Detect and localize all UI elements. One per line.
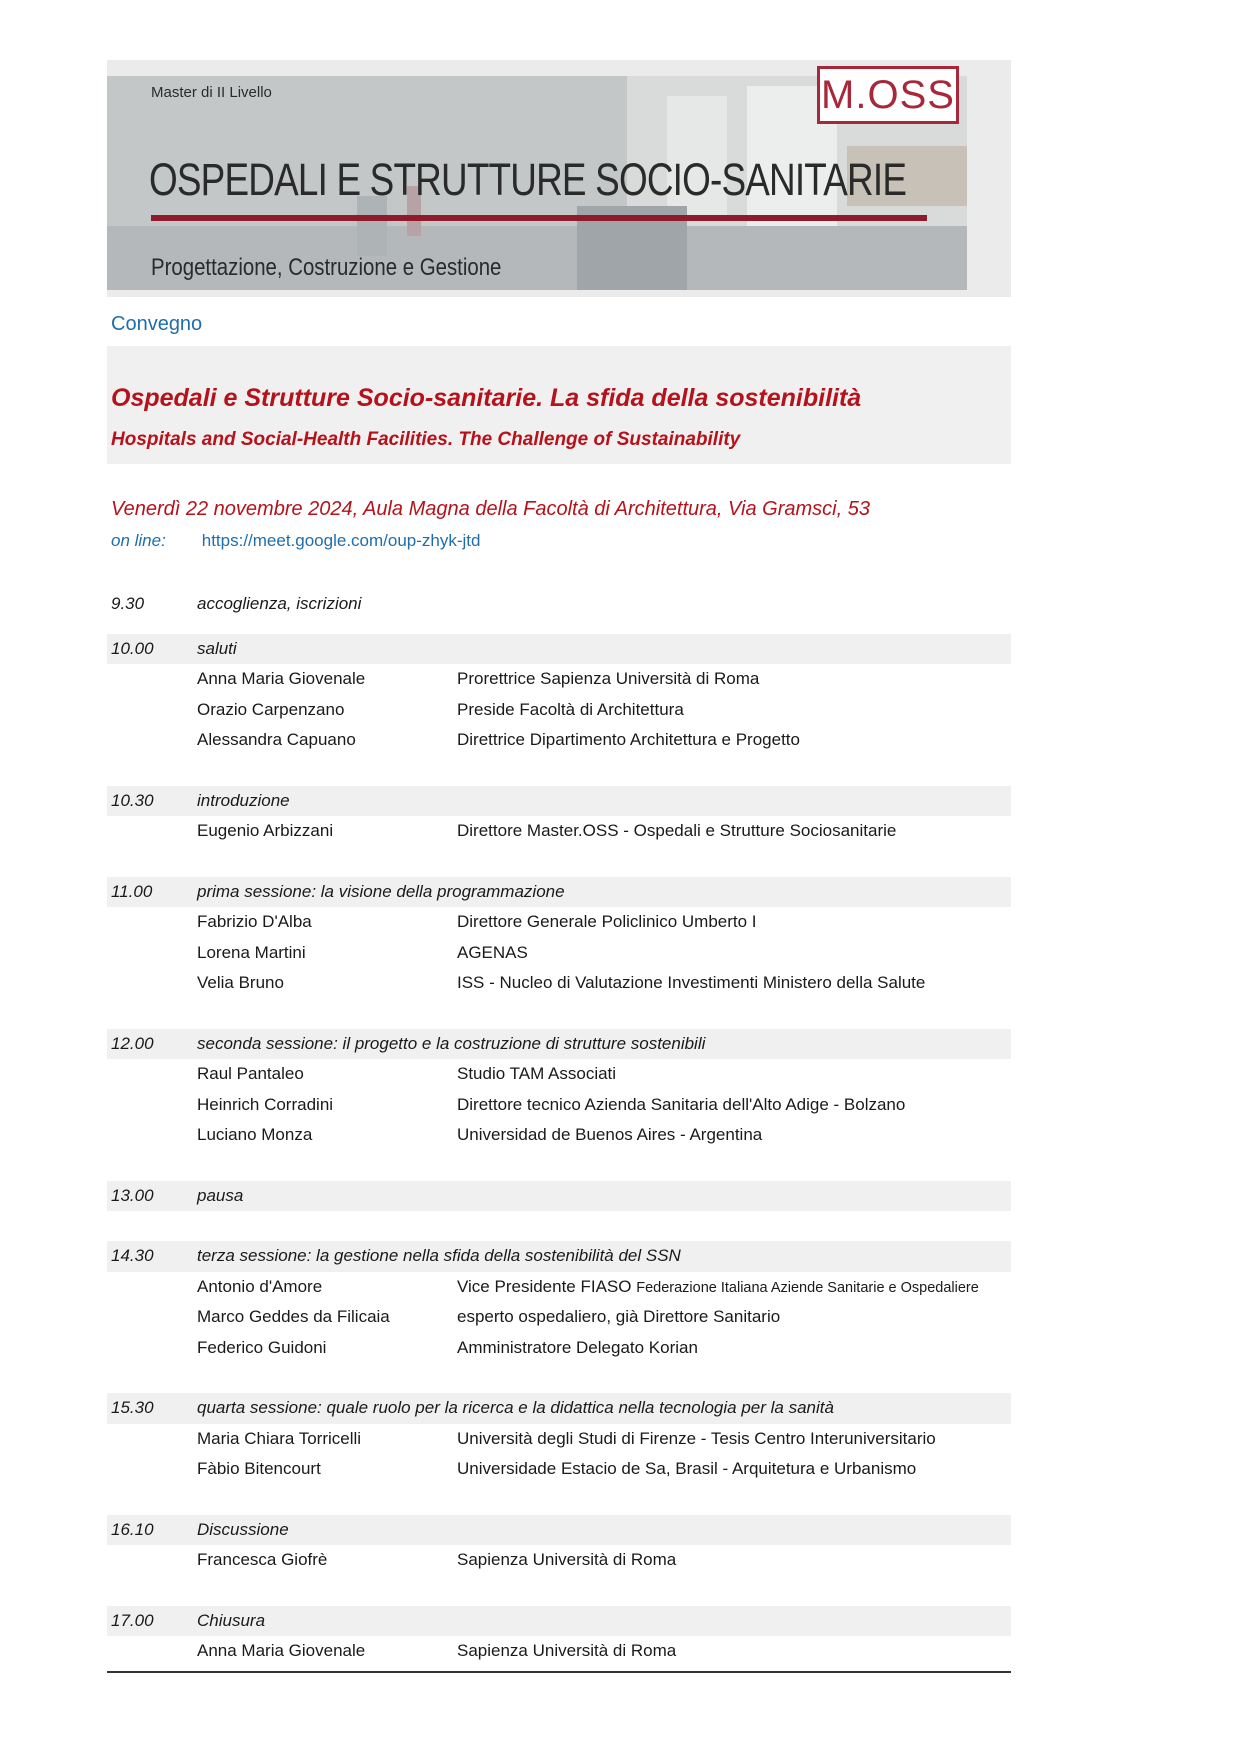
- agenda-time: 10.00: [111, 638, 154, 658]
- speaker-name: Federico Guidoni: [197, 1337, 327, 1357]
- event-title-italian: Ospedali e Strutture Socio-sanitarie. La sfida della sostenibilità: [111, 384, 862, 412]
- online-meeting-link[interactable]: https://meet.google.com/oup-zhyk-jtd: [201, 531, 481, 550]
- agenda-session: introduzione: [197, 790, 290, 810]
- speaker-affiliation: [457, 1095, 905, 1115]
- speaker-name: Orazio Carpenzano: [197, 699, 345, 719]
- speaker-role-detail: Federazione Italiana Aziende Sanitarie e Ospedaliere: [636, 1279, 979, 1296]
- agenda-session-header: [107, 1606, 1011, 1637]
- speaker-row: [107, 1424, 1011, 1455]
- speaker-affiliation: [457, 1429, 936, 1449]
- speaker-row: [107, 1120, 1011, 1151]
- speaker-name: Luciano Monza: [197, 1125, 313, 1144]
- event-title-english: Hospitals and Social-Health Facilities. The Challenge of Sustainability: [111, 429, 741, 450]
- bottom-rule: [107, 1671, 1011, 1673]
- speaker-role: ISS - Nucleo di Valutazione Investimenti Ministero della Salute: [457, 973, 926, 992]
- agenda-session-header: [107, 877, 1011, 908]
- speaker-affiliation: [457, 1277, 979, 1297]
- online-info: [107, 531, 1011, 551]
- speaker-row: [107, 968, 1011, 999]
- speaker-row: [107, 938, 1011, 969]
- online-label: on line:: [111, 531, 166, 550]
- speaker-affiliation: [457, 1125, 762, 1145]
- banner-subtitle: Progettazione, Costruzione e Gestione: [151, 254, 502, 281]
- event-venue: Venerdì 22 novembre 2024, Aula Magna della Facoltà di Architettura, Via Gramsci, 53: [111, 498, 870, 520]
- speaker-row: [107, 664, 1011, 695]
- speaker-role: Vice Presidente FIASO: [457, 1276, 632, 1296]
- speaker-role: Direttore tecnico Azienda Sanitaria dell'Alto Adige - Bolzano: [457, 1094, 906, 1114]
- agenda-time: 12.00: [111, 1033, 154, 1053]
- moss-logo: [817, 66, 959, 124]
- agenda-session: Discussione: [197, 1519, 289, 1539]
- agenda-welcome-row: [107, 589, 1011, 620]
- speaker-role: Sapienza Università di Roma: [457, 1641, 677, 1660]
- agenda-block: [107, 1241, 1011, 1363]
- agenda-session-header: [107, 634, 1011, 665]
- speaker-row: [107, 1454, 1011, 1485]
- speaker-role: Amministratore Delegato Korian: [457, 1337, 698, 1357]
- agenda-block: [107, 1181, 1011, 1212]
- speaker-row: [107, 1272, 1011, 1303]
- speaker-affiliation: [457, 1459, 916, 1479]
- speaker-affiliation: [457, 1641, 676, 1661]
- speaker-affiliation: [457, 973, 925, 993]
- speaker-affiliation: [457, 821, 896, 841]
- speaker-row: [107, 1333, 1011, 1364]
- agenda-session: saluti: [197, 638, 237, 658]
- agenda-block: [107, 634, 1011, 756]
- speaker-name: Heinrich Corradini: [197, 1094, 334, 1114]
- header-banner-area: [107, 60, 1011, 297]
- speaker-row: [107, 1090, 1011, 1121]
- agenda-session-header: [107, 1515, 1011, 1546]
- speaker-affiliation: [457, 912, 757, 932]
- agenda-session-header: [107, 1241, 1011, 1272]
- document-page: [107, 60, 1011, 1697]
- event-title-box: [107, 346, 1011, 464]
- agenda-session-header: [107, 1393, 1011, 1424]
- agenda-time: 10.30: [111, 790, 154, 810]
- agenda-session-header: [107, 1181, 1011, 1212]
- speaker-role: esperto ospedaliero, già Direttore Sanitario: [457, 1307, 781, 1326]
- agenda-session: accoglienza, iscrizioni: [197, 594, 362, 613]
- speaker-affiliation: [457, 1338, 698, 1358]
- speaker-role: Studio TAM Associati: [457, 1064, 617, 1083]
- speaker-role: Preside Facoltà di Architettura: [457, 699, 684, 719]
- agenda-time: 14.30: [111, 1246, 154, 1265]
- agenda-block: [107, 1393, 1011, 1485]
- speaker-name: Fabrizio D'Alba: [197, 912, 312, 931]
- speaker-row: [107, 1302, 1011, 1333]
- speaker-row: [107, 1545, 1011, 1576]
- speaker-name: Alessandra Capuano: [197, 730, 356, 749]
- speaker-name: Velia Bruno: [197, 973, 284, 992]
- agenda-block: [107, 786, 1011, 847]
- speaker-name: Eugenio Arbizzani: [197, 821, 334, 840]
- agenda-session: quarta sessione: quale ruolo per la ricerca e la didattica nella tecnologia per la sanità: [197, 1398, 834, 1417]
- agenda-session: seconda sessione: il progetto e la costruzione di strutture sostenibili: [197, 1033, 706, 1053]
- agenda-session: prima sessione: la visione della programmazione: [197, 881, 565, 901]
- speaker-role: Sapienza Università di Roma: [457, 1550, 677, 1569]
- master-label: Master di II Livello: [151, 84, 272, 101]
- agenda-block: [107, 877, 1011, 999]
- speaker-name: Maria Chiara Torricelli: [197, 1428, 362, 1448]
- speaker-name: Fàbio Bitencourt: [197, 1459, 321, 1478]
- speaker-affiliation: [457, 669, 759, 689]
- speaker-name: Francesca Giofrè: [197, 1550, 328, 1569]
- speaker-affiliation: [457, 1550, 676, 1570]
- speaker-role: Prorettrice Sapienza Università di Roma: [457, 669, 760, 688]
- speaker-name: Anna Maria Giovenale: [197, 1641, 366, 1660]
- speaker-role: Direttore Master.OSS - Ospedali e Strutture Sociosanitarie: [457, 821, 897, 840]
- speaker-name: Lorena Martini: [197, 942, 306, 962]
- banner-red-rule: [151, 215, 927, 221]
- speaker-affiliation: [457, 700, 684, 720]
- speaker-name: Raul Pantaleo: [197, 1064, 304, 1083]
- speaker-name: Anna Maria Giovenale: [197, 669, 366, 688]
- agenda-block: [107, 1515, 1011, 1576]
- speaker-role: Università degli Studi di Firenze - Tesis Centro Interuniversitario: [457, 1428, 936, 1448]
- event-kind: Convegno: [111, 313, 203, 335]
- agenda-time: 16.10: [111, 1519, 154, 1539]
- agenda-session: terza sessione: la gestione nella sfida della sostenibilità del SSN: [197, 1246, 681, 1265]
- agenda-session: Chiusura: [197, 1610, 266, 1630]
- speaker-row: [107, 725, 1011, 756]
- speaker-affiliation: [457, 943, 528, 963]
- speaker-affiliation: [457, 730, 800, 750]
- agenda-session-header: [107, 1029, 1011, 1060]
- agenda-block: [107, 1029, 1011, 1151]
- agenda-time: 11.00: [111, 881, 153, 901]
- speaker-name: Marco Geddes da Filicaia: [197, 1307, 390, 1326]
- banner-title: OSPEDALI E STRUTTURE SOCIO-SANITARIE: [149, 154, 907, 205]
- speaker-role: AGENAS: [457, 942, 528, 962]
- speaker-affiliation: [457, 1307, 780, 1327]
- speaker-affiliation: [457, 1064, 616, 1084]
- agenda-block: [107, 1606, 1011, 1667]
- speaker-role: Direttrice Dipartimento Architettura e Progetto: [457, 730, 800, 749]
- agenda-time: 9.30: [111, 594, 145, 613]
- agenda-blocks: [107, 634, 1011, 1667]
- speaker-role: Universidad de Buenos Aires - Argentina: [457, 1125, 763, 1144]
- speaker-row: [107, 816, 1011, 847]
- speaker-row: [107, 1636, 1011, 1667]
- agenda-session-header: [107, 786, 1011, 817]
- agenda-time: 17.00: [111, 1610, 154, 1630]
- agenda-time: 15.30: [111, 1398, 154, 1417]
- speaker-name: Antonio d'Amore: [197, 1276, 323, 1296]
- agenda: [107, 589, 1011, 1667]
- logo-text: M.OSS: [821, 72, 955, 117]
- speaker-role: Universidade Estacio de Sa, Brasil - Arquitetura e Urbanismo: [457, 1459, 917, 1478]
- speaker-role: Direttore Generale Policlinico Umberto I: [457, 912, 757, 931]
- agenda-time: 13.00: [111, 1185, 154, 1205]
- speaker-row: [107, 1059, 1011, 1090]
- speaker-row: [107, 695, 1011, 726]
- agenda-session: pausa: [197, 1185, 244, 1205]
- speaker-row: [107, 907, 1011, 938]
